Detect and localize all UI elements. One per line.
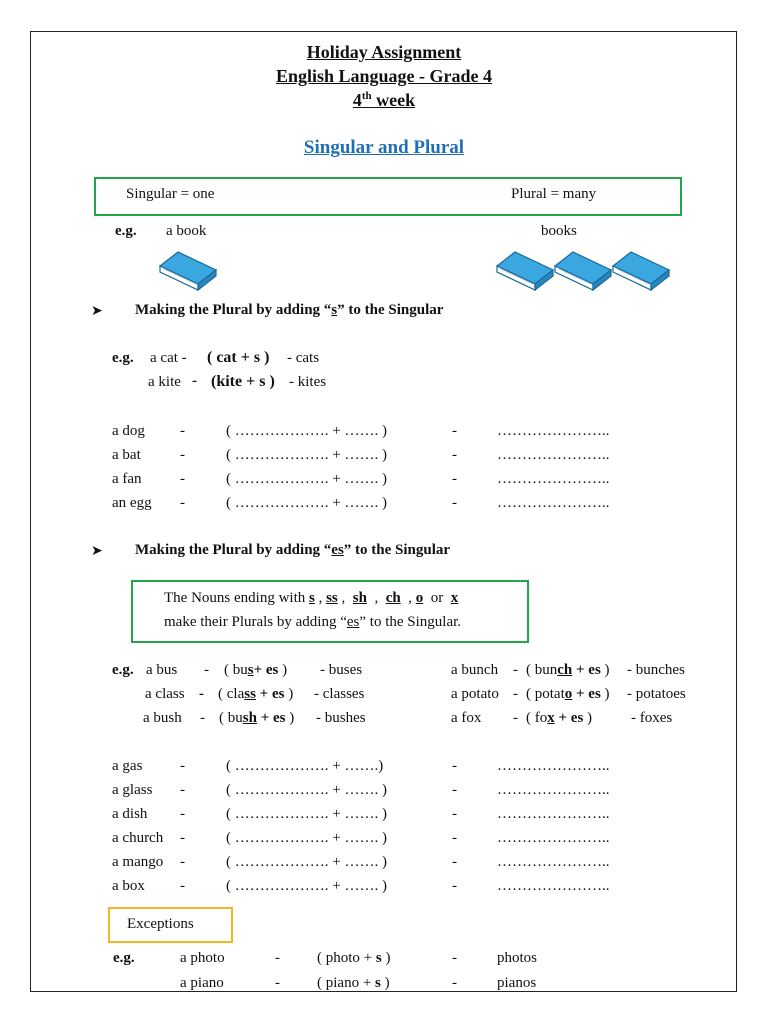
eg-label: e.g. — [112, 662, 134, 678]
plural-definition: Plural = many — [511, 186, 597, 202]
example-formula: ( potato + es ) — [526, 686, 610, 702]
exercise-formula-blank: ( ………………. + ……. ) — [226, 878, 387, 894]
example-formula: ( bush + es ) — [219, 710, 295, 726]
example-result: - kites — [289, 374, 327, 390]
formula-text: ( piano + — [317, 975, 376, 991]
exercise-dash: - — [180, 878, 185, 894]
exception-noun: a piano — [180, 975, 224, 991]
example-plus: + es — [558, 710, 584, 726]
exercise-dash: - — [452, 854, 457, 870]
example-dash: - — [513, 686, 518, 702]
example-result: - buses — [320, 662, 363, 678]
example-plus: + es — [259, 686, 285, 702]
example-result: - bunches — [627, 662, 685, 678]
example-formula: (kite + s ) — [211, 373, 275, 390]
exercise-dash: - — [180, 758, 185, 774]
example-dash: - — [200, 710, 205, 726]
example-noun: a fox — [451, 710, 482, 726]
exercise-dash: - — [452, 830, 457, 846]
section-title: Singular and Plural — [303, 137, 465, 158]
exercise-dash: - — [180, 830, 185, 846]
exercise-noun: an egg — [112, 495, 152, 511]
book-icon — [497, 252, 553, 290]
plural-example: books — [541, 223, 577, 239]
exercise-answer-blank: ………………….. — [497, 878, 610, 894]
exercise-noun: a glass — [112, 782, 153, 798]
example-plus: + es — [253, 662, 279, 678]
rule-text: make their Plurals by adding “ — [164, 614, 347, 630]
example-ending: o — [564, 686, 573, 702]
bullet-arrow-icon: ➤ — [91, 544, 103, 559]
example-ending: ss — [244, 686, 256, 702]
example-ending: sh — [242, 710, 257, 726]
exercise-dash: - — [452, 878, 457, 894]
exercise-dash: - — [180, 471, 185, 487]
example-formula: ( fox + es ) — [526, 710, 593, 726]
example-noun: a cat - — [150, 350, 187, 366]
eg-label: e.g. — [112, 350, 134, 366]
singular-example: a book — [166, 223, 207, 239]
exercise-answer-blank: ………………….. — [497, 471, 610, 487]
exercise-answer-blank: ………………….. — [497, 423, 610, 439]
exercise-formula-blank: ( ………………. + ……. ) — [226, 806, 387, 822]
exercise-formula-blank: ( ………………. + ……. ) — [226, 782, 387, 798]
example-result: - bushes — [316, 710, 366, 726]
exception-formula — [317, 975, 390, 992]
example-result: - classes — [314, 686, 365, 702]
formula-text: ) — [381, 950, 391, 966]
subject-title: English Language - Grade 4 — [275, 66, 493, 86]
exercise-dash: - — [180, 495, 185, 511]
eg-label: e.g. — [113, 950, 135, 966]
bullet-arrow-icon: ➤ — [91, 304, 103, 319]
exercise-noun: a mango — [112, 854, 164, 870]
heading-letter: s — [331, 302, 338, 318]
exercise-formula-blank: ( ………………. + ……. ) — [226, 495, 387, 511]
heading-text: ” to the Singular — [337, 302, 444, 318]
exception-noun: a photo — [180, 950, 225, 966]
assignment-title: Holiday Assignment — [306, 42, 462, 62]
exercise-noun: a dish — [112, 806, 148, 822]
rule-ending: s — [308, 590, 315, 606]
exception-dash: - — [452, 950, 457, 966]
week-number: 4 — [352, 90, 362, 110]
exception-dash: - — [275, 950, 280, 966]
example-plus: + es — [576, 662, 601, 678]
rule-ending: sh — [352, 590, 367, 606]
exercise-noun: a dog — [112, 423, 145, 439]
example-ending: x — [547, 710, 555, 726]
exercise-answer-blank: ………………….. — [497, 830, 610, 846]
exercise-dash: - — [452, 495, 457, 511]
rule-line-1: The Nouns ending with s , ss , sh , ch , o or x — [164, 590, 459, 606]
heading-letters: es — [331, 542, 344, 558]
rule-text: ” to the Singular. — [359, 614, 462, 630]
book-icon — [555, 252, 611, 290]
formula-text: ) — [380, 975, 390, 991]
formula-text: ( photo + — [317, 950, 376, 966]
exercise-formula-blank: ( ………………. + ……. ) — [226, 471, 387, 487]
exercise-dash: - — [452, 471, 457, 487]
example-ending: ch — [557, 662, 573, 678]
rule-or: or — [430, 590, 444, 606]
rule-ending: ch — [385, 590, 401, 606]
exercise-noun: a box — [112, 878, 145, 894]
example-result: - foxes — [631, 710, 673, 726]
example-plus: + es — [576, 686, 601, 702]
exception-formula — [317, 950, 390, 967]
singular-definition: Singular = one — [126, 186, 215, 202]
exercise-noun: a bat — [112, 447, 141, 463]
rule-es: es — [346, 614, 360, 630]
formula-s: s — [375, 950, 382, 966]
exercise-answer-blank: ………………….. — [497, 782, 610, 798]
example-dash: - — [204, 662, 209, 678]
example-result: - cats — [287, 350, 320, 366]
example-noun: a potato — [451, 686, 499, 702]
exception-dash: - — [452, 975, 457, 991]
example-result: - potatoes — [627, 686, 686, 702]
exercise-answer-blank: ………………….. — [497, 806, 610, 822]
exercise-dash: - — [180, 854, 185, 870]
exception-result: pianos — [497, 975, 537, 991]
exercise-answer-blank: ………………….. — [497, 495, 610, 511]
week-word: week — [376, 90, 416, 110]
exception-dash: - — [275, 975, 280, 991]
example-dash: - — [513, 662, 518, 678]
exercise-dash: - — [452, 758, 457, 774]
exercise-answer-blank: ………………….. — [497, 854, 610, 870]
rule-ending: x — [450, 590, 459, 606]
book-icon — [160, 252, 216, 290]
exercise-formula-blank: ( ………………. + ……. ) — [226, 830, 387, 846]
heading-text: Making the Plural by adding “ — [135, 542, 332, 558]
exercise-noun: a fan — [112, 471, 142, 487]
rule-text: The Nouns ending with — [164, 590, 306, 606]
exercise-formula-blank: ( ………………. + ……. ) — [226, 447, 387, 463]
book-icon — [613, 252, 669, 290]
exercise-dash: - — [452, 447, 457, 463]
example-dash: - — [513, 710, 518, 726]
example-formula: ( bus+ es ) — [224, 662, 288, 678]
example-noun: a kite — [148, 374, 181, 390]
eg-label: e.g. — [115, 223, 137, 239]
section-s-heading — [135, 302, 443, 319]
exercise-dash: - — [452, 806, 457, 822]
rule-ending: o — [415, 590, 424, 606]
week-suffix: th — [361, 90, 372, 102]
example-noun: a bunch — [451, 662, 499, 678]
rule-ending: ss — [326, 590, 338, 606]
example-ending: s — [247, 662, 254, 678]
exceptions-label: Exceptions — [127, 916, 194, 932]
example-formula: ( class + es ) — [218, 686, 294, 702]
example-noun: a bus — [146, 662, 178, 678]
example-formula: ( cat + s ) — [207, 349, 270, 366]
book-illustrations — [0, 0, 768, 300]
formula-s: s — [375, 975, 381, 991]
example-noun: a class — [145, 686, 185, 702]
example-formula: ( bunch + es ) — [526, 662, 610, 678]
exercise-formula-blank: ( ………………. + ……. ) — [226, 423, 387, 439]
heading-text: Making the Plural by adding “ — [135, 302, 332, 318]
example-dash: - — [199, 686, 204, 702]
example-plus: + es — [260, 710, 286, 726]
exercise-dash: - — [180, 423, 185, 439]
exercise-answer-blank: ………………….. — [497, 447, 610, 463]
exercise-dash: - — [452, 423, 457, 439]
exercise-formula-blank: ( ………………. + ……. ) — [226, 854, 387, 870]
example-noun: a bush — [143, 710, 182, 726]
exercise-noun: a church — [112, 830, 164, 846]
heading-text: ” to the Singular — [343, 542, 451, 558]
exercise-dash: - — [452, 782, 457, 798]
rule-line-2 — [164, 614, 461, 631]
section-es-heading — [135, 542, 450, 559]
exercise-dash: - — [180, 806, 185, 822]
exercise-formula-blank: ( ………………. + …….) — [226, 758, 384, 774]
exercise-noun: a gas — [112, 758, 143, 774]
exception-result: photos — [497, 950, 538, 966]
exercise-dash: - — [180, 782, 185, 798]
exercise-answer-blank: ………………….. — [497, 758, 610, 774]
example-dash: - — [192, 373, 197, 389]
exercise-dash: - — [180, 447, 185, 463]
